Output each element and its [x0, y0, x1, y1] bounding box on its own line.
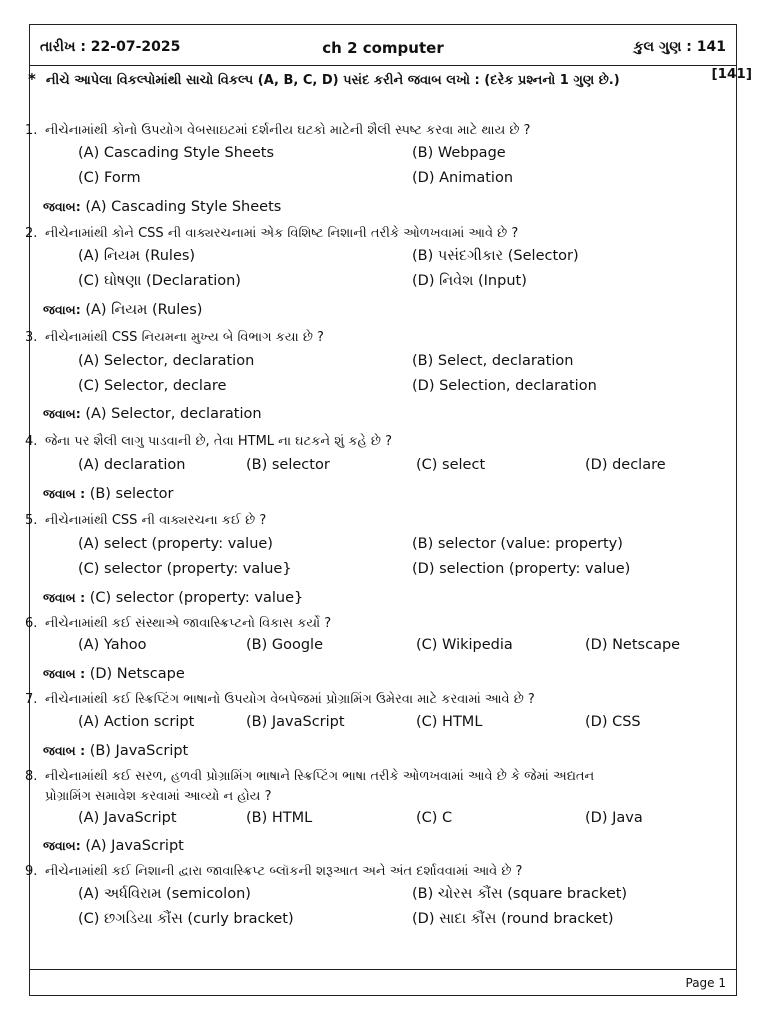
answer: જવાબ: (A) નિયમ (Rules): [43, 302, 203, 318]
answer: જવાબ : (B) JavaScript: [43, 743, 189, 759]
option-c: (C) select: [416, 457, 486, 473]
option-b: (B) ચોરસ કૌંસ (square bracket): [412, 886, 628, 902]
option-c: (C) C: [416, 810, 453, 826]
answer: જવાબ: (A) JavaScript: [43, 838, 184, 854]
instruction: [28, 70, 620, 88]
question: 5. નીચેનામાંથી CSS ની વાક્યરચના કઈ છે ?: [25, 513, 267, 528]
option-d: (D) declare: [585, 457, 666, 473]
answer: જવાબ : (B) selector: [43, 486, 174, 502]
option-a: (A) Action script: [78, 714, 195, 730]
answer: જવાબ: (A) Selector, declaration: [43, 406, 262, 422]
answer: જવાબ: (A) Cascading Style Sheets: [43, 199, 282, 215]
section-total: [141]: [711, 66, 752, 82]
option-a: (A) declaration: [78, 457, 186, 473]
option-c: (C) Wikipedia: [416, 637, 513, 653]
exam-date: તારીખ : 22-07-2025: [40, 39, 181, 55]
footer-divider: [30, 969, 736, 970]
option-b: (B) Select, declaration: [412, 353, 574, 369]
answer: જવાબ : (D) Netscape: [43, 666, 185, 682]
question: 4. જેના પર શૈલી લાગુ પાડવાની છે, તેવા HTML ના ઘટકને શું કહે છે ?: [25, 434, 393, 449]
question: 1. નીચેનામાંથી કોનો ઉપયોગ વેબસાઇટમાં દર્શનીય ઘટકો માટેની શૈલી સ્પષ્ટ કરવા માટે થાય છે ?: [25, 123, 531, 138]
option-b: (B) selector (value: property): [412, 536, 623, 552]
option-d: (D) Animation: [412, 170, 514, 186]
option-c: (C) HTML: [416, 714, 483, 730]
question: 7. નીચેનામાંથી કઈ સ્ક્રિપ્ટિંગ ભાષાનો ઉપયોગ વેબપેજમાં પ્રોગ્રામિંગ ઉમેરવા માટે કરવામાં આવે છે ?: [25, 692, 535, 707]
option-d: (D) selection (property: value): [412, 561, 631, 577]
question: 6. નીચેનામાંથી કઈ સંસ્થાએ જાવાસ્ક્રિપ્ટનો વિકાસ કર્યો ?: [25, 616, 332, 631]
option-c: (C) ઘોષણા (Declaration): [78, 273, 241, 289]
option-c: (C) selector (property: value}: [78, 561, 292, 577]
option-b: (B) JavaScript: [246, 714, 345, 730]
question: 9. નીચેનામાંથી કઈ નિશાની દ્વારા જાવાસ્ક્રિપ્ટ બ્લૉકની શરૂઆત અને અંત દર્શાવવામાં આવે છે ?: [25, 864, 523, 879]
option-c: (C) છગડિયા કૌંસ (curly bracket): [78, 911, 294, 927]
page-header: [30, 25, 736, 66]
page-number: Page 1: [685, 976, 726, 990]
answer: જવાબ : (C) selector (property: value}: [43, 590, 304, 606]
option-a: (A) JavaScript: [78, 810, 177, 826]
option-b: (B) Google: [246, 637, 324, 653]
question-continued: પ્રોગ્રામિંગ સમાવેશ કરવામાં આવ્યો ન હોય ?: [45, 789, 272, 804]
star-icon: *: [28, 70, 36, 88]
question: 3. નીચેનામાંથી CSS નિયમના મુખ્ય બે વિભાગ કયા છે ?: [25, 330, 324, 345]
option-b: (B) HTML: [246, 810, 313, 826]
option-c: (C) Form: [78, 170, 141, 186]
option-d: (D) Selection, declaration: [412, 378, 597, 394]
option-b: (B) Webpage: [412, 145, 506, 161]
page-title: ch 2 computer: [322, 39, 444, 57]
option-b: (B) પસંદગીકાર (Selector): [412, 248, 579, 264]
question: 2. નીચેનામાંથી કોને CSS ની વાક્યરચનામાં એક વિશિષ્ટ નિશાની તરીકે ઓળખવામાં આવે છે ?: [25, 226, 519, 241]
question: 8. નીચેનામાંથી કઈ સરળ, હળવી પ્રોગ્રામિંગ ભાષાને સ્ક્રિપ્ટિંગ ભાષા તરીકે ઓળખવામાં આવે છે કે જેમાં અદ્યતન: [25, 769, 595, 784]
option-d: (D) નિવેશ (Input): [412, 273, 527, 289]
option-a: (A) Selector, declaration: [78, 353, 255, 369]
option-d: (D) સાદા કૌંસ (round bracket): [412, 911, 614, 927]
instruction-text: નીચે આપેલા વિકલ્પોમાંથી સાચો વિકલ્પ (A, B, C, D) પસંદ કરીને જવાબ લખો : (દરેક પ્રશ્નનો 1 ગુણ છે.): [45, 73, 620, 88]
option-c: (C) Selector, declare: [78, 378, 227, 394]
option-b: (B) selector: [246, 457, 330, 473]
option-d: (D) Netscape: [585, 637, 681, 653]
option-a: (A) અર્ધવિરામ (semicolon): [78, 886, 251, 902]
total-marks: કુલ ગુણ : 141: [633, 39, 726, 55]
option-d: (D) Java: [585, 810, 643, 826]
option-a: (A) select (property: value): [78, 536, 273, 552]
option-a: (A) Cascading Style Sheets: [78, 145, 275, 161]
option-d: (D) CSS: [585, 714, 641, 730]
option-a: (A) નિયમ (Rules): [78, 248, 196, 264]
option-a: (A) Yahoo: [78, 637, 147, 653]
